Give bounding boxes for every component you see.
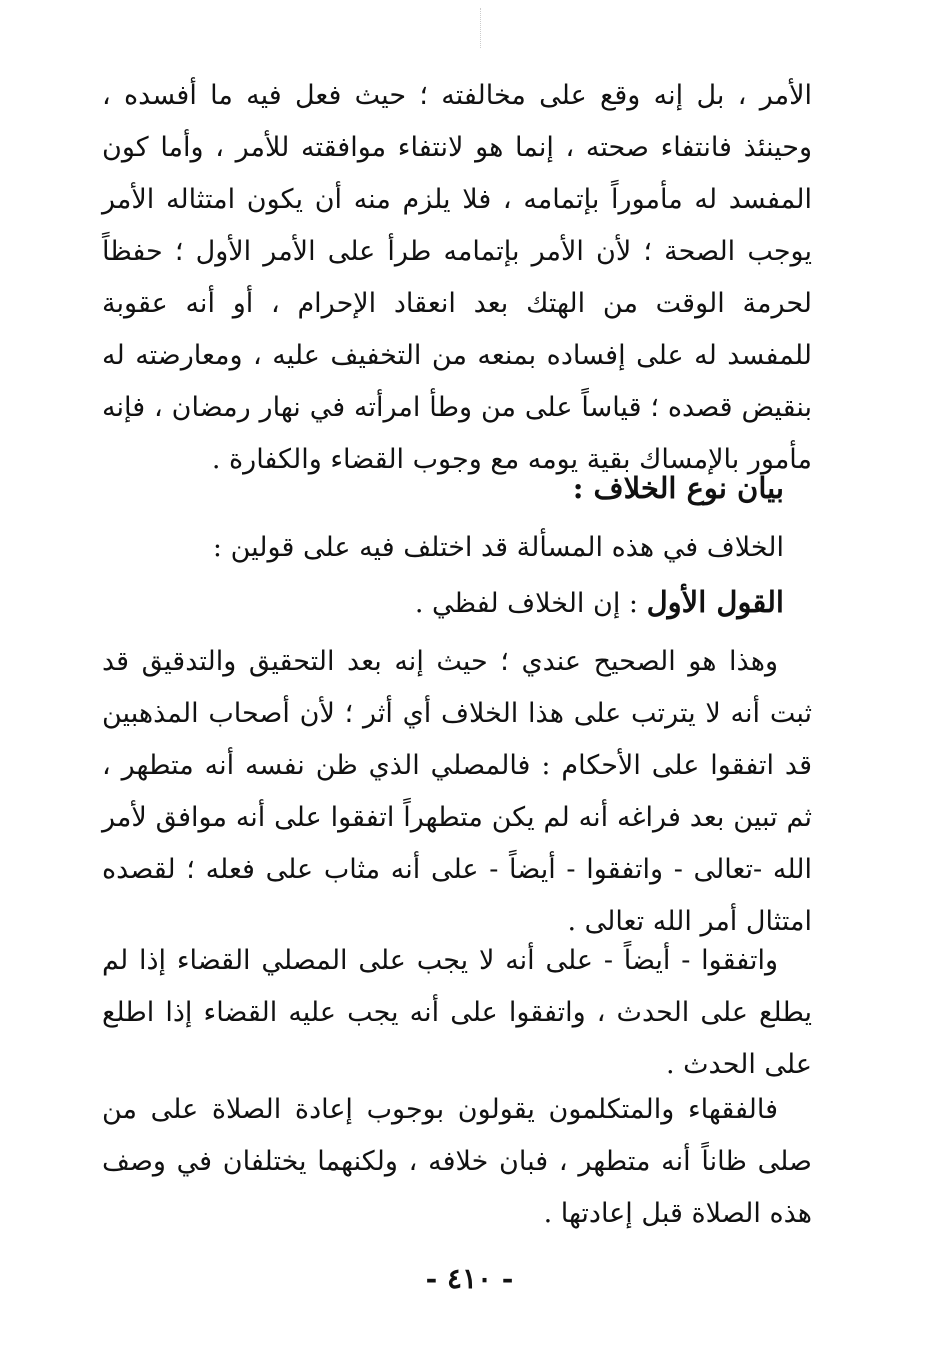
paragraph-5: فالفقهاء والمتكلمون يقولون بوجوب إعادة الصلاة على من صلى ظاناً أنه متطهر ، فبان خلافه ، ولكنهما يختلفان في وصف هذه الصلاة قبل إعادتها . [102, 1094, 812, 1229]
first-opinion-label: القول الأول [646, 585, 784, 619]
scan-mark [480, 8, 482, 48]
paragraph-1: الأمر ، بل إنه وقع على مخالفته ؛ حيث فعل فيه ما أفسده ، وحينئذ فانتفاء صحته ، إنما هو لانتفاء موافقته للأمر ، وأما كون المفسد له مأموراً بإتمامه ، فلا يلزم منه أن يكون امتثاله الأمر يوجب الصحة ؛ لأن الأمر بإتمامه طرأ على الأمر الأول ؛ حفظاً لحرمة الوقت من الهتك بعد انعقاد الإحرام ، أو أنه عقوبة للمفسد له على إفساده بمنعه من التخفيف عليه ، ومعارضته له بنقيض قصده ؛ قياساً على من وطأ امرأته في نهار رمضان ، فإنه مأمور بالإمساك بقية يومه مع وجوب القضاء والكفارة . [102, 80, 812, 475]
paragraph-2: الخلاف في هذه المسألة قد اختلف فيه على قولين : [212, 532, 784, 563]
section-heading: بيان نوع الخلاف : [572, 471, 784, 505]
paragraph-3: وهذا هو الصحيح عندي ؛ حيث إنه بعد التحقيق والتدقيق قد ثبت أنه لا يترتب على هذا الخلاف أي أثر ؛ لأن أصحاب المذهبين قد اتفقوا على الأحكام : فالمصلي الذي ظن نفسه أنه متطهر ، ثم تبين بعد فراغه أنه لم يكن متطهراً اتفقوا على أنه موافق لأمر الله -تعالى - واتفقوا - أيضاً - على أنه مثاب على فعله ؛ لقصده امتثال أمر الله تعالى . [102, 646, 812, 937]
first-opinion-text: : إن الخلاف لفظي . [414, 588, 647, 619]
first-opinion [102, 576, 784, 630]
page-number: - ٤١٠ - [425, 1262, 514, 1295]
paragraph-4: واتفقوا - أيضاً - على أنه لا يجب على المصلي القضاء إذا لم يطلع على الحدث ، واتفقوا على أنه يجب عليه القضاء إذا اطلع على الحدث . [102, 945, 812, 1080]
